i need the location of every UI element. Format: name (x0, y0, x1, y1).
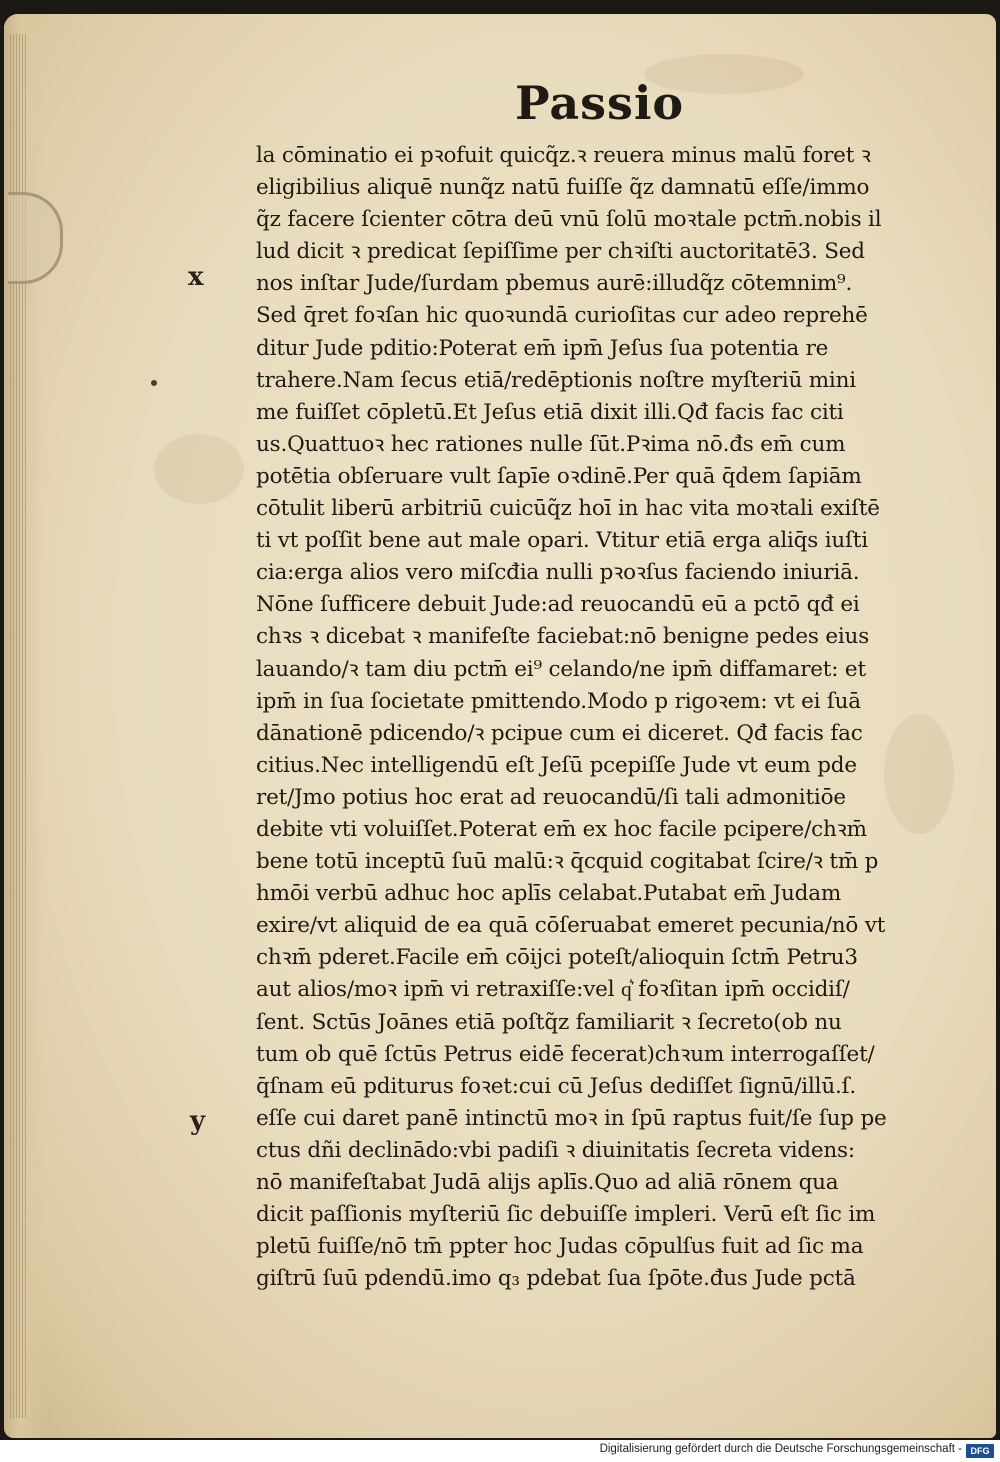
text-line: pletū fuiſſe/nō tm̄ ppter hoc Judas cōpulſus fuit ad ſic ma (256, 1234, 864, 1260)
text-line: trahere.Nam ſecus etiā/redēptionis noſtre myſteriū mini (256, 367, 856, 393)
text-line: nō manifeſtabat Judā alijs aplīs.Quo ad aliā rōnem qua (256, 1170, 839, 1195)
text-line: ctus dñi declinādo:vbi padiſi ꝛ diuinitatis ſecreta videns: (256, 1137, 855, 1163)
page-heading: Passio (515, 76, 685, 130)
text-line: tum ob quē ſctūs Petrus eidē fecerat)chꝛum interrogaſſet/ (256, 1041, 875, 1067)
text-line: la cōminatio ei pꝛofuit quicq̃z.ꝛ reuera minus malū foret ꝛ (256, 143, 871, 168)
text-line: bene totū inceptū ſuū malū:ꝛ q̄cquid cogitabat ſcire/ꝛ tm̄ p (256, 849, 879, 875)
text-line: cia:erga alios vero miſcđia nulli pꝛoꝛſus faciendo iniuriā. (256, 560, 860, 586)
text-line: q̄ſnam eū pditurus foꝛet:cui cū Jeſus dediſſet ſignū/illū.ſ. (256, 1073, 857, 1099)
text-line: dānationē pdicendo/ꝛ pcipue cum ei diceret. Qđ facis fac (256, 720, 863, 746)
page-clip (8, 192, 63, 284)
text-line: chꝛm̄ pderet.Facile em̄ cōijci poteſt/alioquin ſctm̄ Petru3 (256, 945, 858, 971)
text-line: Nōne ſufficere debuit Jude:ad reuocandū eū a pctō qđ ei (256, 592, 860, 618)
text-line: ſent. Sctūs Joānes etiā poſtq̃z familiarit ꝛ ſecreto(ob nu (256, 1009, 842, 1035)
text-line: q̃z facere ſcienter cōtra deū vnū ſolū moꝛtale pctm̄.nobis il (256, 207, 882, 233)
text-line: ret/Jmo potius hoc erat ad reuocandū/ſi tali admonitiōe (256, 784, 846, 810)
dfg-logo: DFG (966, 1444, 994, 1458)
text-line: eligibilius aliquē nunq̃z natū fuiſſe q̃z damnatū eſſe/immo (256, 175, 870, 201)
marginal-note-x: x (188, 262, 204, 292)
page-stain (154, 434, 244, 504)
text-line: us.Quattuoꝛ hec rationes nulle ſūt.Pꝛima nō.đs em̄ cum (256, 431, 846, 457)
text-line: lud dicit ꝛ predicat ſepiſſime per chꝛiſti auctoritatē3. Sed (256, 239, 865, 265)
funding-credit: Digitalisierung gefördert durch die Deutsche Forschungsgemeinschaft - (599, 1443, 962, 1455)
text-line: debite vti voluiſſet.Poterat em̄ ex hoc facile pcipere/chꝛm̄ (256, 816, 867, 842)
text-line: eſſe cui daret panē intinctū moꝛ in ſpū raptus fuit/ſe ſup pe (256, 1105, 887, 1131)
text-line: exire/vt aliquid de ea quā cōſeruabat emeret pecunia/nō vt (256, 913, 886, 939)
text-line: citius.Nec intelligendū eſt Jeſū pcepiſſe Jude vt eum pde (256, 752, 857, 778)
text-line: ipm̄ in ſua ſocietate pmittendo.Modo p rigoꝛem: vt ei ſuā (256, 688, 861, 714)
text-line: Sed q̄ret foꝛſan hic quoꝛundā curioſitas cur adeo reprehē (256, 303, 868, 329)
text-line: aut alios/moꝛ ipm̄ vi retraxiſſe:vel q͛ foꝛſitan ipm̄ occidiſ/ (256, 977, 850, 1003)
text-line: ditur Jude pditio:Poterat em̄ ipm̄ Jeſus ſua potentia re (256, 335, 829, 361)
text-line: cōtulit liberū arbitriū cuicūq̃z hoī in hac vita moꝛtali exiſtē (256, 496, 880, 522)
body-text (256, 140, 906, 1295)
text-line: lauando/ꝛ tam diu pctm̄ ei⁹ celando/ne ipm̄ diffamaret: et (256, 656, 866, 682)
text-line: dicit paſſionis myſteriū ſic debuiſſe impleri. Verū eſt ſic im (256, 1202, 876, 1228)
marginal-dot (151, 380, 157, 386)
text-line: ti vt poſſit bene aut male opari. Vtitur etiā erga aliq̄s iuſti (256, 528, 868, 554)
text-line: me fuiſſet cōpletū.Et Jeſus etiā dixit illi.Qđ facis fac citi (256, 399, 844, 425)
text-line: giſtrū ſuū pdendū.imo q₃ pdebat ſua ſpōte.đus Jude pctā (256, 1266, 856, 1292)
text-line: potētia obſeruare vult ſapīe oꝛdinē.Per quā q̄dem ſapiām (256, 463, 862, 489)
text-line: hmōi verbū adhuc hoc aplīs celabat.Putabat em̄ Judam (256, 881, 842, 907)
text-line: nos inſtar Jude/ſurdam pbemus aurē:illudq̃z cōtemnim⁹. (256, 271, 853, 297)
marginal-note-y: y (190, 1106, 206, 1136)
text-line: chꝛs ꝛ dicebat ꝛ manifeſte faciebat:nō benigne pedes eius (256, 624, 870, 650)
